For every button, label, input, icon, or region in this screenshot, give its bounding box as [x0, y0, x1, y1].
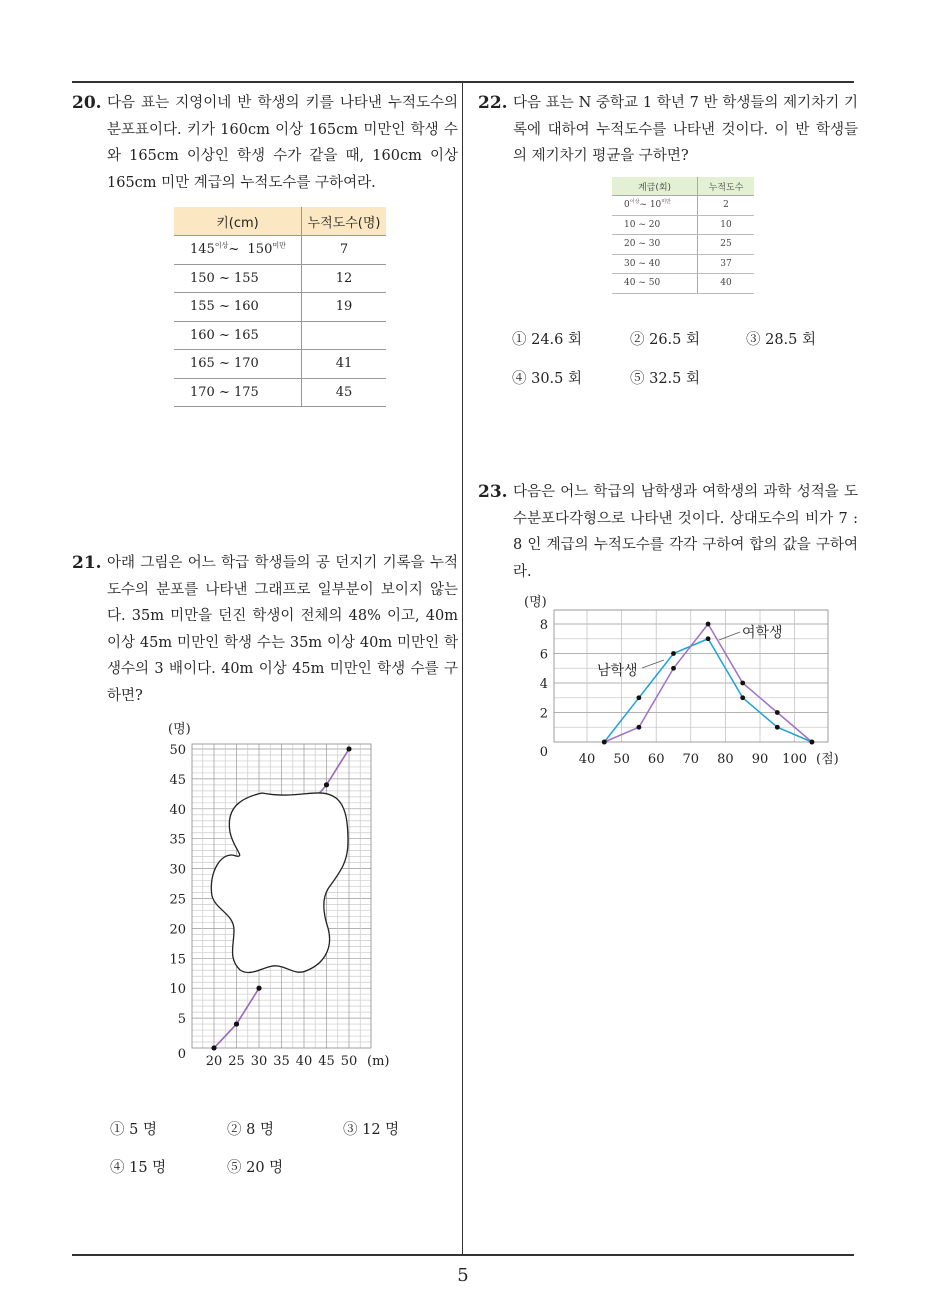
data-point	[810, 740, 815, 745]
table-header-row	[612, 177, 754, 196]
choice-4[interactable]: ④ 15 명	[110, 1160, 167, 1176]
table-row	[612, 196, 754, 216]
chart-labels	[524, 594, 839, 767]
series-line-boys	[604, 639, 812, 742]
class-sep: ~	[228, 242, 240, 258]
table-row	[612, 235, 754, 255]
page-number: 5	[457, 1265, 469, 1286]
x-tick-label: 90	[751, 752, 769, 767]
series-label-boys: 남학생	[597, 663, 638, 679]
value-cell: 2	[698, 196, 755, 216]
choice-1[interactable]: ① 24.6 회	[512, 332, 583, 348]
question-text: 아래 그림은 어느 학급 학생들의 공 던지기 기록을 누적도수의 분포를 나타낸 그래프로 일부분이 보이지 않는다. 35m 미만을 던진 학생이 전체의 48% 이고, 40m 이상 45m 미만인 학생 수는 35m 이상 40m 미만인 학생수의 3 배이다. 40m 이상 45m 미만인 학생 수를 구하면?	[107, 555, 458, 704]
value-cell: 40	[698, 274, 755, 294]
y-tick-label: 2	[539, 706, 548, 722]
sup-lt: 미만	[661, 199, 671, 206]
y-tick-label: 8	[539, 618, 548, 633]
y-tick-label: 20	[169, 922, 186, 938]
y-axis-label: (명)	[168, 722, 191, 737]
table-row	[174, 236, 386, 265]
table-header-row	[174, 207, 386, 236]
class-cell	[174, 236, 302, 265]
question-23	[478, 479, 858, 585]
series-label-girls: 여학생	[742, 625, 783, 641]
data-point	[347, 747, 352, 752]
data-point	[347, 747, 352, 752]
chart-grid	[192, 744, 371, 1048]
choice-2[interactable]: ② 8 명	[227, 1122, 274, 1138]
table-header: 계급(회)	[612, 177, 698, 196]
table-header: 누적도수	[698, 177, 755, 196]
question-21	[72, 550, 458, 709]
question-text: 다음 표는 지영이네 반 학생의 키를 나타낸 누적도수의 분포표이다. 키가 160cm 이상 165cm 미만인 학생 수와 165cm 이상인 학생 수가 같을 때, 160cm 이상 165cm 미만 계급의 누적도수를 구하여라.	[107, 95, 458, 191]
value-cell: 12	[302, 264, 387, 293]
question-text: 다음 표는 N 중학교 1 학년 7 반 학생들의 제기차기 기록에 대하여 누적도수를 나타낸 것이다. 이 반 학생들의 제기차기 평균을 구하면?	[513, 95, 858, 164]
chart-marks	[602, 622, 814, 745]
origin-label: 0	[539, 745, 548, 760]
data-point	[740, 681, 745, 686]
chart-grid	[554, 610, 828, 742]
value-cell: 41	[302, 350, 387, 379]
value-cell: 37	[698, 254, 755, 274]
data-point	[706, 622, 711, 627]
class-sep: ~	[639, 200, 647, 211]
y-tick-label: 6	[539, 647, 548, 663]
chart-marks	[212, 747, 352, 1051]
data-point	[740, 695, 745, 700]
value-cell: 45	[302, 378, 387, 407]
series-line-visible-start	[214, 988, 259, 1048]
x-tick-label: 50	[340, 1054, 358, 1069]
y-tick-label: 50	[169, 743, 186, 758]
class-low: 0	[624, 200, 630, 211]
choice-2[interactable]: ② 26.5 회	[630, 332, 701, 348]
x-tick-label: 40	[578, 752, 596, 767]
data-point	[257, 986, 262, 991]
data-point	[234, 1022, 239, 1027]
kick-cumulative-table	[612, 177, 754, 294]
question-number: 21.	[72, 553, 102, 573]
question-20	[72, 90, 458, 196]
x-tick-label: 50	[613, 752, 630, 767]
class-cell: 160 ~ 165	[174, 321, 302, 350]
y-axis-label: (명)	[524, 595, 547, 610]
class-cell: 10 ~ 20	[612, 215, 698, 235]
sup-lt: 미만	[272, 241, 286, 250]
table-row	[174, 321, 386, 350]
choice-4[interactable]: ④ 30.5 회	[512, 371, 583, 387]
column-divider	[462, 82, 463, 1255]
data-point	[775, 710, 780, 715]
x-tick-label: 100	[782, 752, 808, 767]
data-point	[324, 782, 329, 787]
x-tick-label: 80	[717, 752, 734, 767]
value-cell: 10	[698, 215, 755, 235]
choice-5[interactable]: ⑤ 32.5 회	[630, 371, 701, 387]
x-axis-label: (m)	[367, 1054, 390, 1069]
choice-1[interactable]: ① 5 명	[110, 1122, 157, 1138]
y-tick-label: 35	[169, 832, 186, 848]
data-point	[602, 740, 607, 745]
series-line-girls	[604, 624, 812, 742]
y-tick-label: 25	[169, 892, 186, 908]
x-tick-label: 45	[318, 1054, 335, 1069]
class-cell: 165 ~ 170	[174, 350, 302, 379]
height-cumulative-table	[174, 207, 386, 407]
leader-line	[719, 632, 740, 640]
question-22	[478, 90, 858, 170]
class-cell: 20 ~ 30	[612, 235, 698, 255]
data-point	[637, 695, 642, 700]
data-point	[810, 740, 815, 745]
value-cell: 7	[302, 236, 387, 265]
table-row	[174, 378, 386, 407]
top-rule	[72, 81, 854, 83]
data-point	[671, 666, 676, 671]
class-high: 10	[649, 200, 662, 211]
x-tick-label: 25	[228, 1054, 245, 1069]
table-header: 키(cm)	[174, 207, 302, 236]
table-row	[174, 293, 386, 322]
class-low: 145	[190, 242, 215, 258]
value-cell: 19	[302, 293, 387, 322]
data-point	[234, 1022, 239, 1027]
bottom-rule	[72, 1254, 854, 1256]
x-tick-label: 20	[205, 1054, 223, 1069]
class-cell: 170 ~ 175	[174, 378, 302, 407]
class-cell: 150 ~ 155	[174, 264, 302, 293]
series-line-visible-end	[315, 749, 350, 799]
table-row	[612, 274, 754, 294]
data-point	[637, 725, 642, 730]
sup-ge: 이상	[214, 241, 229, 250]
data-point	[671, 651, 676, 656]
data-point	[706, 636, 711, 641]
table-row	[174, 350, 386, 379]
data-point	[257, 986, 262, 991]
class-cell: 40 ~ 50	[612, 274, 698, 294]
x-tick-label: 40	[295, 1054, 313, 1069]
table-row	[612, 215, 754, 235]
table-header: 누적도수(명)	[302, 207, 387, 236]
chart-labels	[168, 721, 389, 1069]
question-text: 다음은 어느 학급의 남학생과 여학생의 과학 성적을 도수분포다각형으로 나타낸 것이다. 상대도수의 비가 7 : 8 인 계급의 누적도수를 각각 구하여 합의 값을 구하여라.	[513, 484, 858, 580]
table-row	[612, 254, 754, 274]
data-point	[324, 782, 329, 787]
choice-3[interactable]: ③ 28.5 회	[746, 332, 817, 348]
table-row	[174, 264, 386, 293]
question-number: 22.	[478, 93, 508, 113]
leader-line	[642, 660, 664, 668]
x-tick-label: 30	[250, 1054, 268, 1069]
value-cell: 25	[698, 235, 755, 255]
data-point	[212, 1046, 217, 1051]
value-cell	[302, 321, 387, 350]
class-cell: 155 ~ 160	[174, 293, 302, 322]
y-tick-label: 40	[169, 802, 186, 818]
class-cell: 30 ~ 40	[612, 254, 698, 274]
x-tick-label: 35	[273, 1054, 290, 1069]
choice-3[interactable]: ③ 12 명	[343, 1122, 400, 1138]
y-tick-label: 4	[539, 677, 548, 692]
data-point	[212, 1046, 217, 1051]
y-tick-label: 10	[169, 982, 186, 998]
y-tick-label: 5	[177, 1012, 186, 1028]
choice-5[interactable]: ⑤ 20 명	[227, 1160, 284, 1176]
data-point	[602, 740, 607, 745]
plot-frame	[554, 610, 828, 742]
sup-ge: 이상	[629, 199, 640, 206]
class-cell	[612, 196, 698, 216]
plot-frame	[192, 744, 371, 1048]
y-tick-label: 15	[169, 952, 186, 968]
origin-label: 0	[177, 1047, 186, 1062]
x-axis-label: (점)	[816, 752, 839, 767]
y-tick-label: 30	[169, 862, 186, 878]
data-point	[775, 725, 780, 730]
x-tick-label: 60	[647, 752, 665, 767]
y-tick-label: 45	[169, 772, 186, 788]
class-high: 150	[247, 242, 273, 258]
hidden-blot	[211, 793, 348, 973]
question-number: 20.	[72, 93, 102, 113]
question-number: 23.	[478, 482, 508, 502]
x-tick-label: 70	[682, 752, 700, 767]
